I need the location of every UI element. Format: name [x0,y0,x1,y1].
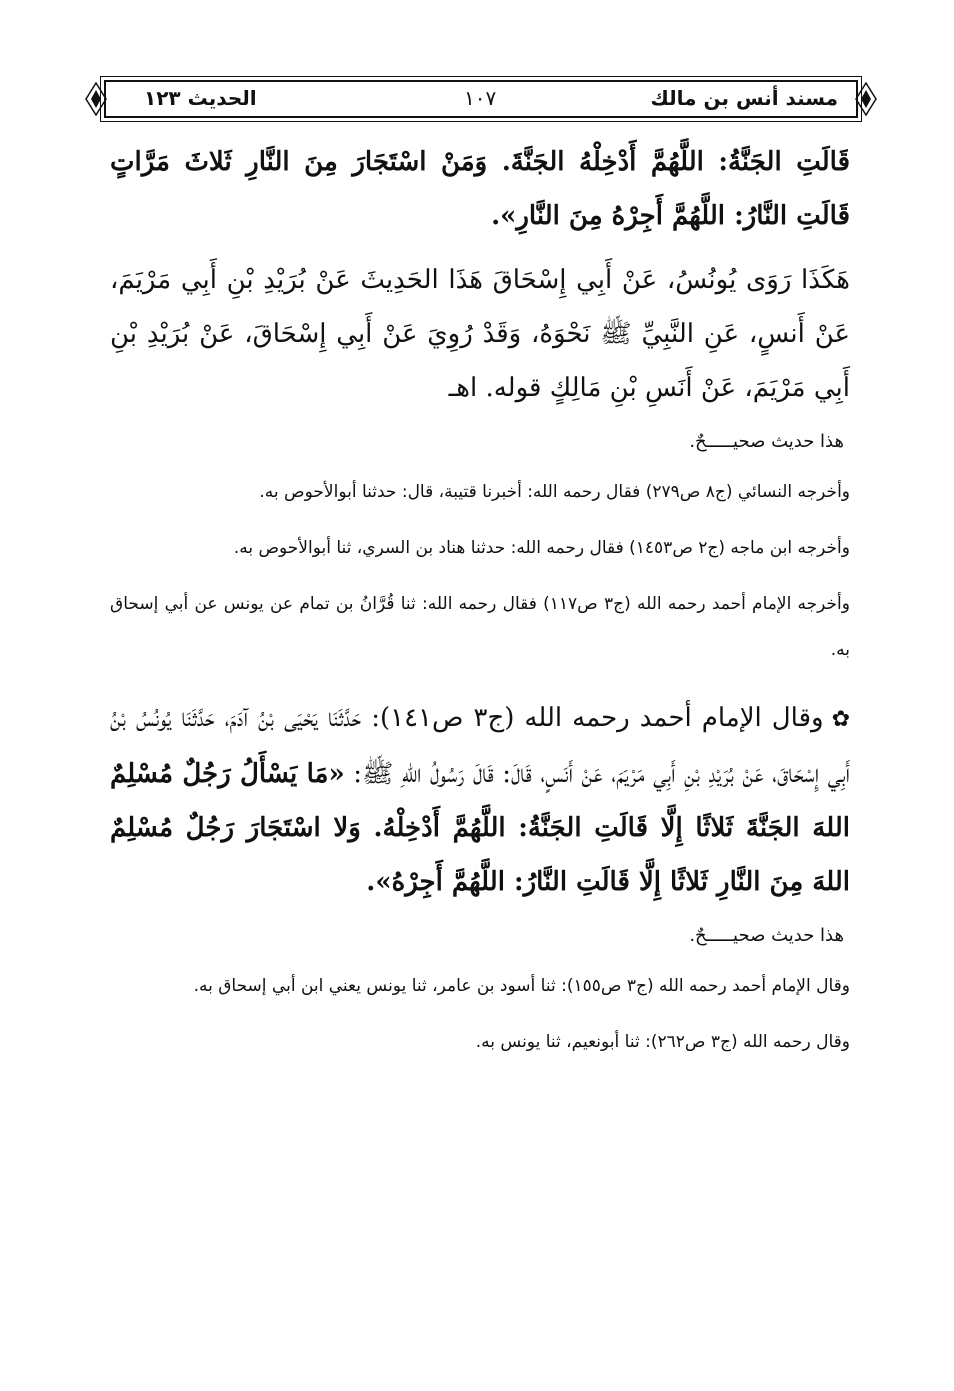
prophetic-quote: «مَا يَسْأَلُ رَجُلٌ مُسْلِمٌ اللهَ الجَنَّةَ ثَلاثًا إِلَّا قَالَتِ الجَنَّةُ: اللَّهُمَّ أَدْخِلْهُ. وَلا اسْتَجَارَ رَجُلٌ مُسْلِمٌ اللهَ مِنَ النَّارِ ثَلاثًا إِلَّا قَالَتِ النَّارُ: اللَّهُمَّ أَجِرْهُ». [110,759,850,897]
flower-icon: ✿ [831,707,851,732]
takhrij-ahmad: وأخرجه الإمام أحمد رحمه الله (ج٣ ص١١٧) فقال رحمه الله: ثنا قُرَّانُ بن تمام عن يونس عن أبي إسحاق به. [110,594,850,660]
ornament-right-icon [854,82,878,116]
narration-note: هَكَذَا رَوَى يُونُسُ، عَنْ أَبِي إِسْحَاقَ هَذَا الحَدِيثَ عَنْ بُرَيْدِ بْنِ أَبِي مَرْيَمَ، عَنْ أَنسٍ، عَنِ النَّبِيِّ ﷺ نَحْوَهُ، وَقَدْ رُوِيَ عَنْ أَبِي إِسْحَاقَ، عَنْ بُرَيْدِ بْنِ أَبِي مَرْيَمَ، عَنْ أَنَسِ بْنِ مَالِكٍ قوله. اهـ [110,265,850,403]
narration-ahmad-2: وقال الإمام أحمد رحمه الله (ج٣ ص١٥٥): ثنا أسود بن عامر، ثنا يونس يعني ابن أبي إسحاق به. [193,976,850,996]
hadith-number: الحديث ١٢٣ [144,86,257,110]
hadith-text-continuation: قَالَتِ الجَنَّةُ: اللَّهُمَّ أَدْخِلْهُ الجَنَّةَ. وَمَنْ اسْتَجَارَ مِنَ النَّارِ ثَلاثَ مَرَّاتٍ قَالَتِ النَّارُ: اللَّهُمَّ أَجِرْهُ مِنَ النَّارِ». [110,147,850,231]
page-body [110,135,850,1065]
authenticity-verdict: هذا حديث صحيـــــحٌ. [689,431,844,452]
hadith-text-ahmad [110,691,850,909]
takhrij-ibn-majah: وأخرجه ابن ماجه (ج٢ ص١٤٥٣) فقال رحمه الله: حدثنا هناد بن السري، ثنا أبوالأحوص به. [233,538,850,558]
page-header [84,76,878,122]
page-number: ١٠٧ [464,86,497,110]
book-title: مسند أنس بن مالك [650,86,838,110]
authenticity-verdict-2: هذا حديث صحيـــــحٌ. [689,925,844,946]
narration-ahmad-3: وقال رحمه الله (ج٣ ص٢٦٢): ثنا أبونعيم، ثنا يونس به. [475,1032,850,1052]
isnad-text: وقال الإمام أحمد رحمه الله (ج٣ ص١٤١): حَدَّثَنَا يَحْيَى بْنُ آدَمَ، حَدَّثَنَا يُونُسُ بْنُ أَبِي إِسْحَاقَ، عَنْ بُرَيْدِ بْنِ أَبِي مَرْيَمَ، عَنْ أَنَسٍ، قَالَ: قَالَ رَسُولُ اللهِ ﷺ: [110,703,850,789]
takhrij-nasai: وأخرجه النسائي (ج٨ ص٢٧٩) فقال رحمه الله: أخبرنا قتيبة، قال: حدثنا أبوالأحوص به. [259,482,850,502]
